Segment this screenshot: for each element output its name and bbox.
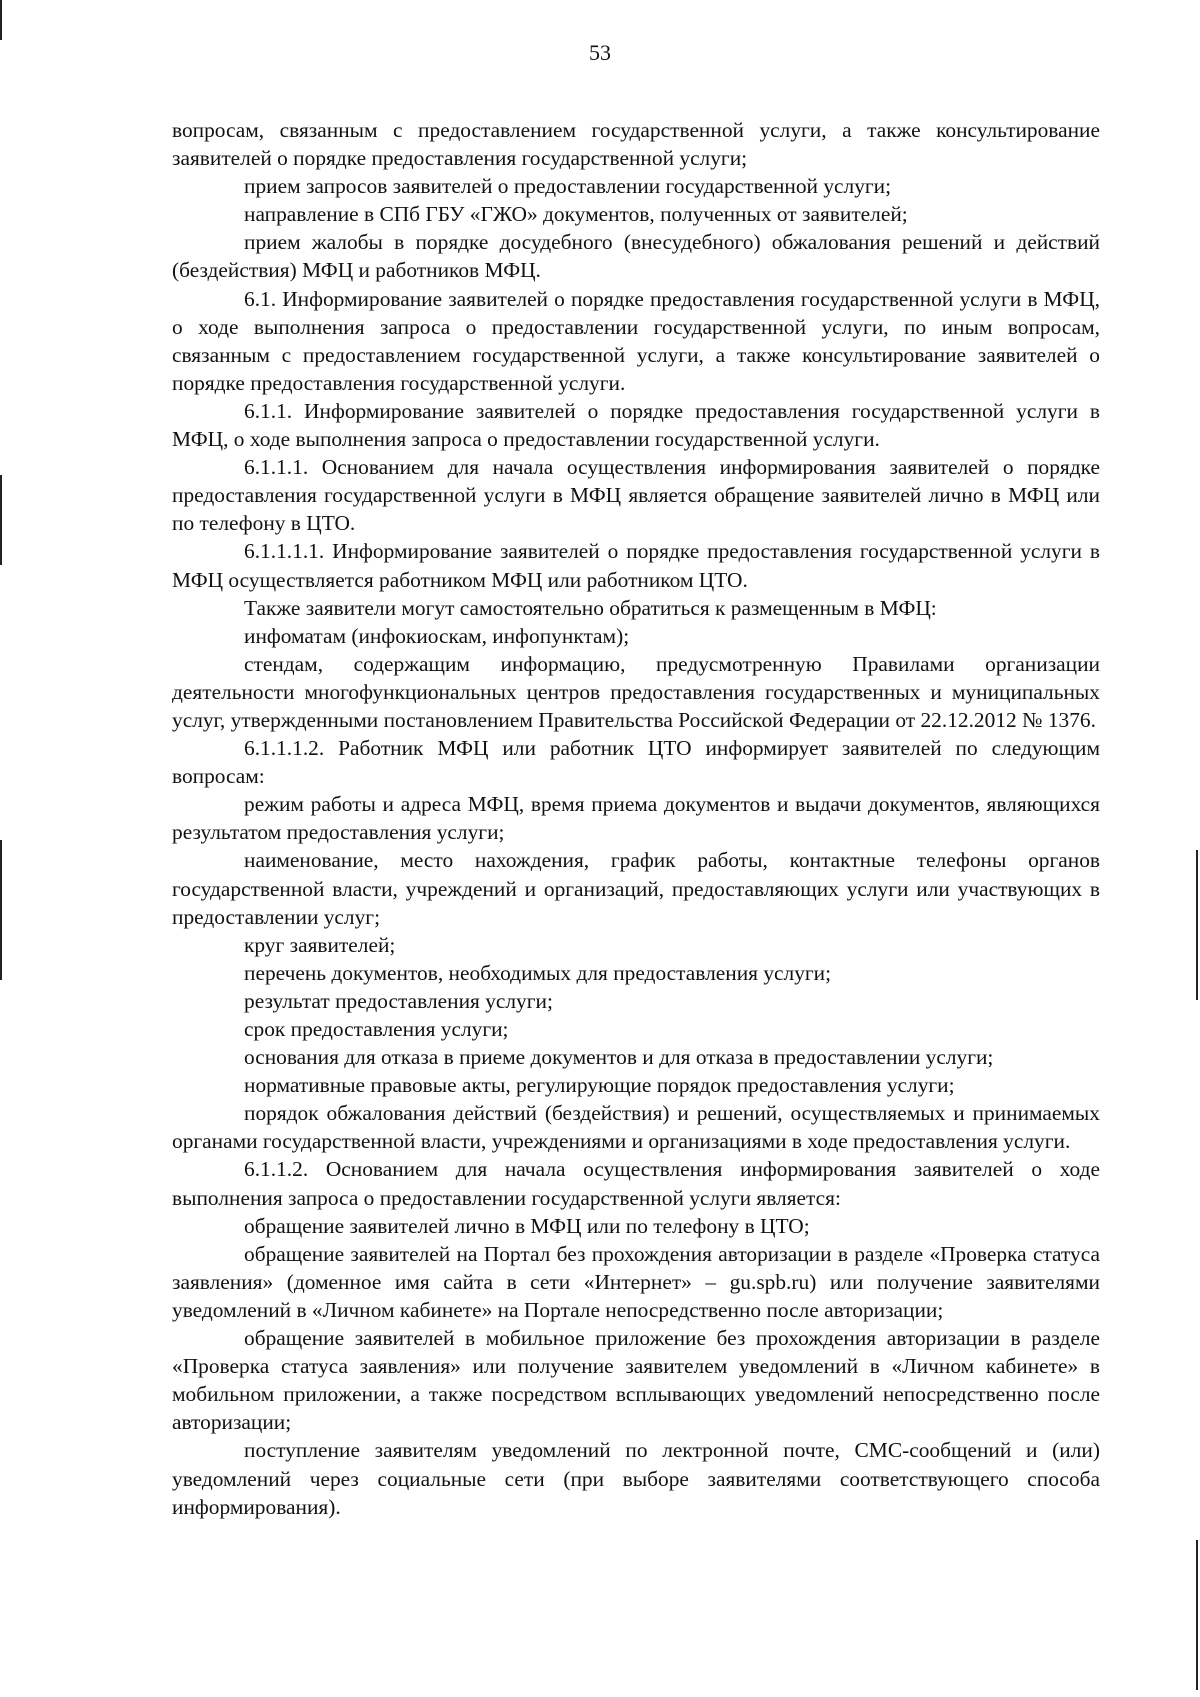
- document-body: [172, 116, 1100, 1521]
- paragraph: результат предоставления услуги;: [244, 988, 553, 1013]
- scan-edge-mark-left: [0, 475, 2, 565]
- paragraph: вопросам, связанным с предоставлением государственной услуги, а также консультирование заявителей о порядке предоставления государственной услуги;: [172, 118, 1100, 171]
- paragraph: стендам, содержащим информацию, предусмотренную Правилами организации деятельности многофункциональных центров предоставления государственных и муниципальных услуг, утвержденными постановлением Правительства Российской Федерации от 22.12.2012 № 1376.: [172, 651, 1100, 732]
- paragraph: круг заявителей;: [244, 932, 396, 957]
- paragraph: режим работы и адреса МФЦ, время приема документов и выдачи документов, являющихся результатом предоставления услуги;: [172, 792, 1100, 845]
- paragraph: направление в СПб ГБУ «ГЖО» документов, полученных от заявителей;: [244, 202, 908, 227]
- paragraph: перечень документов, необходимых для предоставления услуги;: [244, 960, 832, 985]
- page-number: 53: [589, 40, 611, 65]
- paragraph: 6.1.1.1.1. Информирование заявителей о порядке предоставления государственной услуги в МФЦ осуществляется работником МФЦ или работником ЦТО.: [172, 539, 1100, 592]
- paragraph: наименование, место нахождения, график работы, контактные телефоны органов государственной власти, учреждений и организаций, предоставляющих услуги или участвующих в предоставлении услуг;: [172, 848, 1100, 929]
- paragraph: обращение заявителей в мобильное приложение без прохождения авторизации в разделе «Проверка статуса заявления» или получение заявителем уведомлений в «Личном кабинете» в мобильном приложении, а также посредством всплывающих уведомлений непосредственно после авторизации;: [172, 1326, 1100, 1435]
- paragraph: прием запросов заявителей о предоставлении государственной услуги;: [244, 174, 892, 199]
- scan-edge-mark-left: [0, 0, 2, 40]
- paragraph: 6.1. Информирование заявителей о порядке предоставления государственной услуги в МФЦ, о ходе выполнения запроса о предоставлении государственной услуги, по иным вопросам, связанным с предоставлением государственной услуги, а также консультирование заявителей о порядке предоставления государственной услуги.: [172, 286, 1100, 395]
- paragraph: нормативные правовые акты, регулирующие порядок предоставления услуги;: [244, 1073, 955, 1098]
- scan-edge-mark-right: [1196, 850, 1198, 1000]
- paragraph: 6.1.1.1.2. Работник МФЦ или работник ЦТО информирует заявителей по следующим вопросам:: [172, 736, 1100, 789]
- paragraph: 6.1.1.2. Основанием для начала осуществления информирования заявителей о ходе выполнения запроса о предоставлении государственной услуги является:: [172, 1157, 1100, 1210]
- paragraph: срок предоставления услуги;: [244, 1017, 509, 1041]
- paragraph: обращение заявителей лично в МФЦ или по телефону в ЦТО;: [244, 1213, 810, 1238]
- paragraph: поступление заявителям уведомлений по лектронной почте, СМС-сообщений и (или) уведомлений через социальные сети (при выборе заявителями соответствующего способа информирования).: [172, 1438, 1100, 1519]
- paragraph: обращение заявителей на Портал без прохождения авторизации в разделе «Проверка статуса заявления» (доменное имя сайта в сети «Интернет» – gu.spb.ru) или получение заявителями уведомлений в «Личном кабинете» на Портале непосредственно после авторизации;: [172, 1241, 1100, 1322]
- scan-edge-mark-left: [0, 840, 2, 980]
- paragraph: инфоматам (инфокиоскам, инфопунктам);: [244, 623, 630, 648]
- paragraph: 6.1.1.1. Основанием для начала осуществления информирования заявителей о порядке предоставления государственной услуги в МФЦ является обращение заявителей лично в МФЦ или по телефону в ЦТО.: [172, 455, 1100, 536]
- paragraph: прием жалобы в порядке досудебного (внесудебного) обжалования решений и действий (бездействия) МФЦ и работников МФЦ.: [172, 230, 1100, 283]
- scan-edge-mark-right: [1196, 1540, 1198, 1690]
- paragraph: порядок обжалования действий (бездействия) и решений, осуществляемых и принимаемых органами государственной власти, учреждениями и организациями в ходе предоставления услуги.: [172, 1101, 1100, 1154]
- paragraph: 6.1.1. Информирование заявителей о порядке предоставления государственной услуги в МФЦ, о ходе выполнения запроса о предоставлении государственной услуги.: [172, 398, 1100, 452]
- paragraph: Также заявители могут самостоятельно обратиться к размещенным в МФЦ:: [244, 595, 937, 620]
- paragraph: основания для отказа в приеме документов и для отказа в предоставлении услуги;: [244, 1045, 994, 1070]
